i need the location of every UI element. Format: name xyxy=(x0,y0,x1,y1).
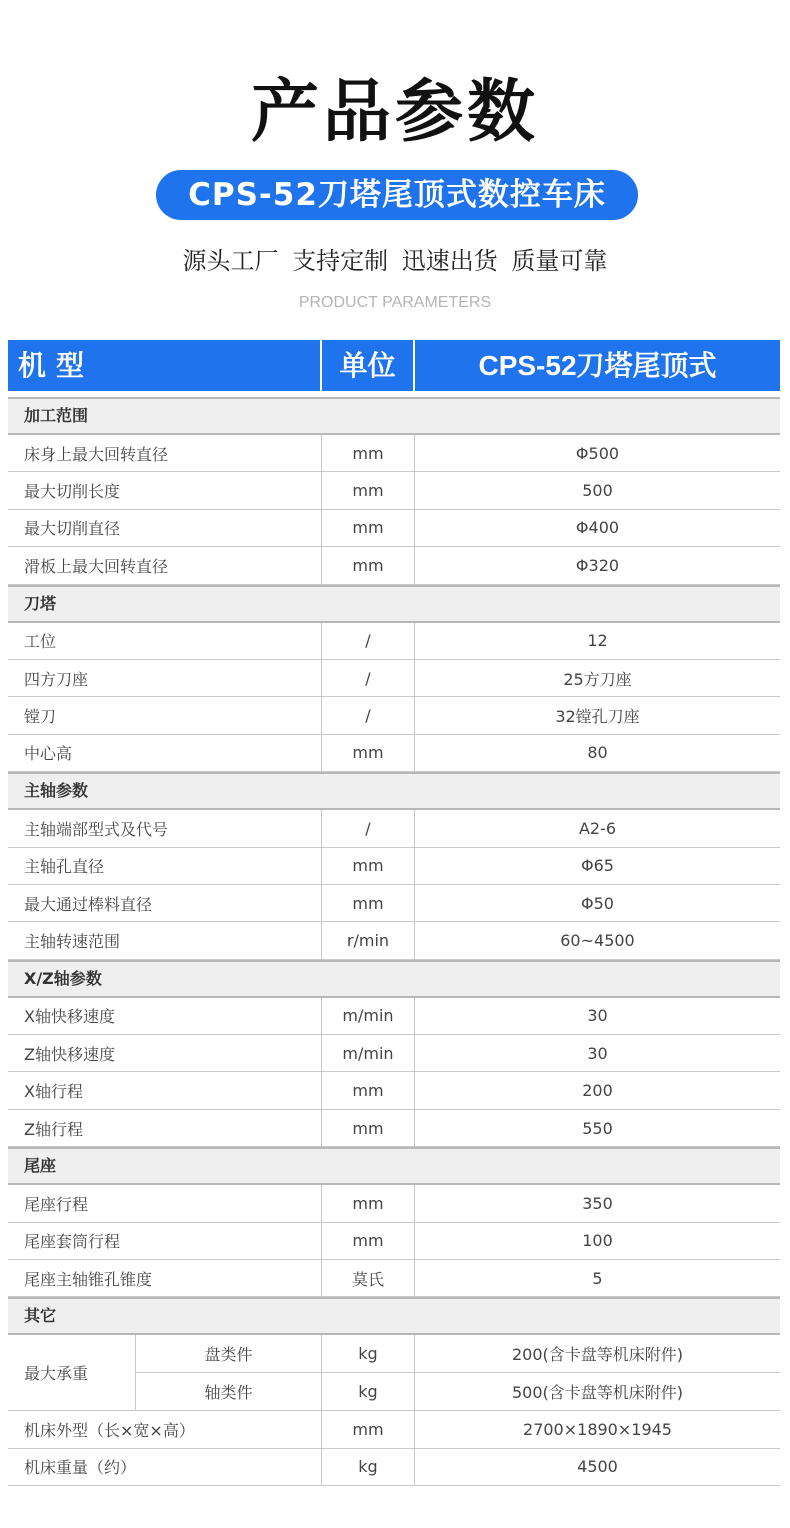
model-pill: CPS-52刀塔尾顶式数控车床 xyxy=(156,170,638,220)
param-unit: m/min xyxy=(322,1035,415,1071)
param-value: 32镗孔刀座 xyxy=(555,707,640,727)
param-name: 尾座行程 xyxy=(8,1185,322,1221)
max-load-label: 最大承重 xyxy=(8,1335,136,1410)
param-value: Φ400 xyxy=(575,518,620,538)
param-name: 机床外型（长×宽×高） xyxy=(8,1411,322,1447)
param-unit: mm xyxy=(322,435,415,471)
param-value: 500(含卡盘等机床附件) xyxy=(511,1383,684,1402)
table-row xyxy=(136,1335,780,1372)
table-row xyxy=(8,660,780,697)
param-unit: mm xyxy=(322,735,415,771)
param-value: 200(含卡盘等机床附件) xyxy=(511,1345,684,1365)
table-row xyxy=(8,735,780,772)
param-name: 滑板上最大回转直径 xyxy=(8,547,322,583)
param-unit: 莫氏 xyxy=(322,1260,415,1296)
section-title: 刀塔 xyxy=(8,585,780,623)
param-unit: kg xyxy=(322,1335,415,1371)
param-name: Z轴行程 xyxy=(8,1110,322,1146)
param-name: 最大切削长度 xyxy=(8,472,322,508)
param-value: 60~4500 xyxy=(560,930,635,950)
param-value: 350 xyxy=(582,1193,613,1213)
param-unit: mm xyxy=(322,1411,415,1447)
table-row xyxy=(8,810,780,847)
param-unit: mm xyxy=(322,848,415,884)
table-row xyxy=(8,1035,780,1072)
spec-table xyxy=(8,340,780,1486)
param-unit: / xyxy=(322,810,415,846)
param-value: 550 xyxy=(582,1118,613,1138)
param-unit: mm xyxy=(322,1223,415,1259)
param-value: 25方刀座 xyxy=(563,669,632,689)
param-unit: / xyxy=(322,697,415,733)
param-name: X轴行程 xyxy=(8,1072,322,1108)
table-row xyxy=(8,1072,780,1109)
header-model: 机型 xyxy=(8,340,322,391)
param-name: 主轴转速范围 xyxy=(8,922,322,958)
param-unit: / xyxy=(322,660,415,696)
param-value: Φ320 xyxy=(575,555,620,575)
table-row xyxy=(8,1185,780,1222)
subtitle-en: PRODUCT PARAMETERS xyxy=(298,294,492,311)
param-name: 尾座套筒行程 xyxy=(8,1223,322,1259)
header-value: CPS-52刀塔尾顶式 xyxy=(478,350,717,381)
param-name: 盘类件 xyxy=(136,1335,322,1371)
max-load-group xyxy=(8,1335,780,1411)
section-title: 尾座 xyxy=(8,1147,780,1185)
section-title: 其它 xyxy=(8,1297,780,1335)
param-unit: kg xyxy=(322,1373,415,1410)
table-row xyxy=(8,1110,780,1147)
param-unit: mm xyxy=(322,510,415,546)
param-unit: r/min xyxy=(322,922,415,958)
param-unit: mm xyxy=(322,472,415,508)
slogan: 源头工厂 支持定制 迅速出货 质量可靠 xyxy=(182,247,608,275)
param-unit: mm xyxy=(322,547,415,583)
param-value: Φ500 xyxy=(575,443,620,463)
table-body xyxy=(8,397,780,1486)
table-header xyxy=(8,340,780,391)
param-value: A2-6 xyxy=(578,818,617,838)
param-name: 工位 xyxy=(8,623,322,659)
param-name: 四方刀座 xyxy=(8,660,322,696)
param-value: 100 xyxy=(582,1231,613,1251)
param-unit: kg xyxy=(322,1449,415,1485)
param-value: 80 xyxy=(587,743,608,763)
param-name: 主轴孔直径 xyxy=(8,848,322,884)
param-unit: mm xyxy=(322,1110,415,1146)
param-unit: mm xyxy=(322,1185,415,1221)
table-row xyxy=(8,848,780,885)
param-value: 30 xyxy=(587,1006,608,1026)
table-row xyxy=(8,998,780,1035)
param-name: 最大切削直径 xyxy=(8,510,322,546)
table-row xyxy=(8,472,780,509)
section-title: 主轴参数 xyxy=(8,772,780,810)
param-value: 200 xyxy=(582,1081,613,1101)
page-title: 产品参数 xyxy=(250,73,539,152)
param-value: 30 xyxy=(587,1043,608,1063)
param-value: 500 xyxy=(582,481,613,501)
param-name: 尾座主轴锥孔锥度 xyxy=(8,1260,322,1296)
section-title: X/Z轴参数 xyxy=(8,960,780,998)
table-row xyxy=(8,435,780,472)
param-name: 中心高 xyxy=(8,735,322,771)
table-row xyxy=(8,697,780,734)
section-title: 加工范围 xyxy=(8,397,780,435)
table-row xyxy=(8,1449,780,1486)
param-name: 床身上最大回转直径 xyxy=(8,435,322,471)
param-value: 4500 xyxy=(577,1457,618,1477)
param-value: 5 xyxy=(592,1268,603,1288)
table-row xyxy=(8,1260,780,1297)
param-name: 轴类件 xyxy=(136,1373,322,1410)
table-row xyxy=(8,885,780,922)
param-value: Φ50 xyxy=(581,893,614,913)
param-value: 2700×1890×1945 xyxy=(523,1419,672,1439)
table-row xyxy=(8,922,780,959)
table-row xyxy=(8,623,780,660)
param-value: Φ65 xyxy=(581,856,614,876)
param-unit: mm xyxy=(322,1072,415,1108)
param-name: 镗刀 xyxy=(8,697,322,733)
header-unit: 单位 xyxy=(322,340,415,391)
param-value: 12 xyxy=(587,631,608,651)
param-unit: mm xyxy=(322,885,415,921)
table-row xyxy=(8,547,780,584)
table-row xyxy=(136,1373,780,1410)
table-row xyxy=(8,1411,780,1448)
param-unit: m/min xyxy=(322,998,415,1034)
param-unit: / xyxy=(322,623,415,659)
param-name: X轴快移速度 xyxy=(8,998,322,1034)
table-row xyxy=(8,1223,780,1260)
param-name: Z轴快移速度 xyxy=(8,1035,322,1071)
table-row xyxy=(8,510,780,547)
param-name: 机床重量（约） xyxy=(8,1449,322,1485)
param-name: 主轴端部型式及代号 xyxy=(8,810,322,846)
param-name: 最大通过棒料直径 xyxy=(8,885,322,921)
